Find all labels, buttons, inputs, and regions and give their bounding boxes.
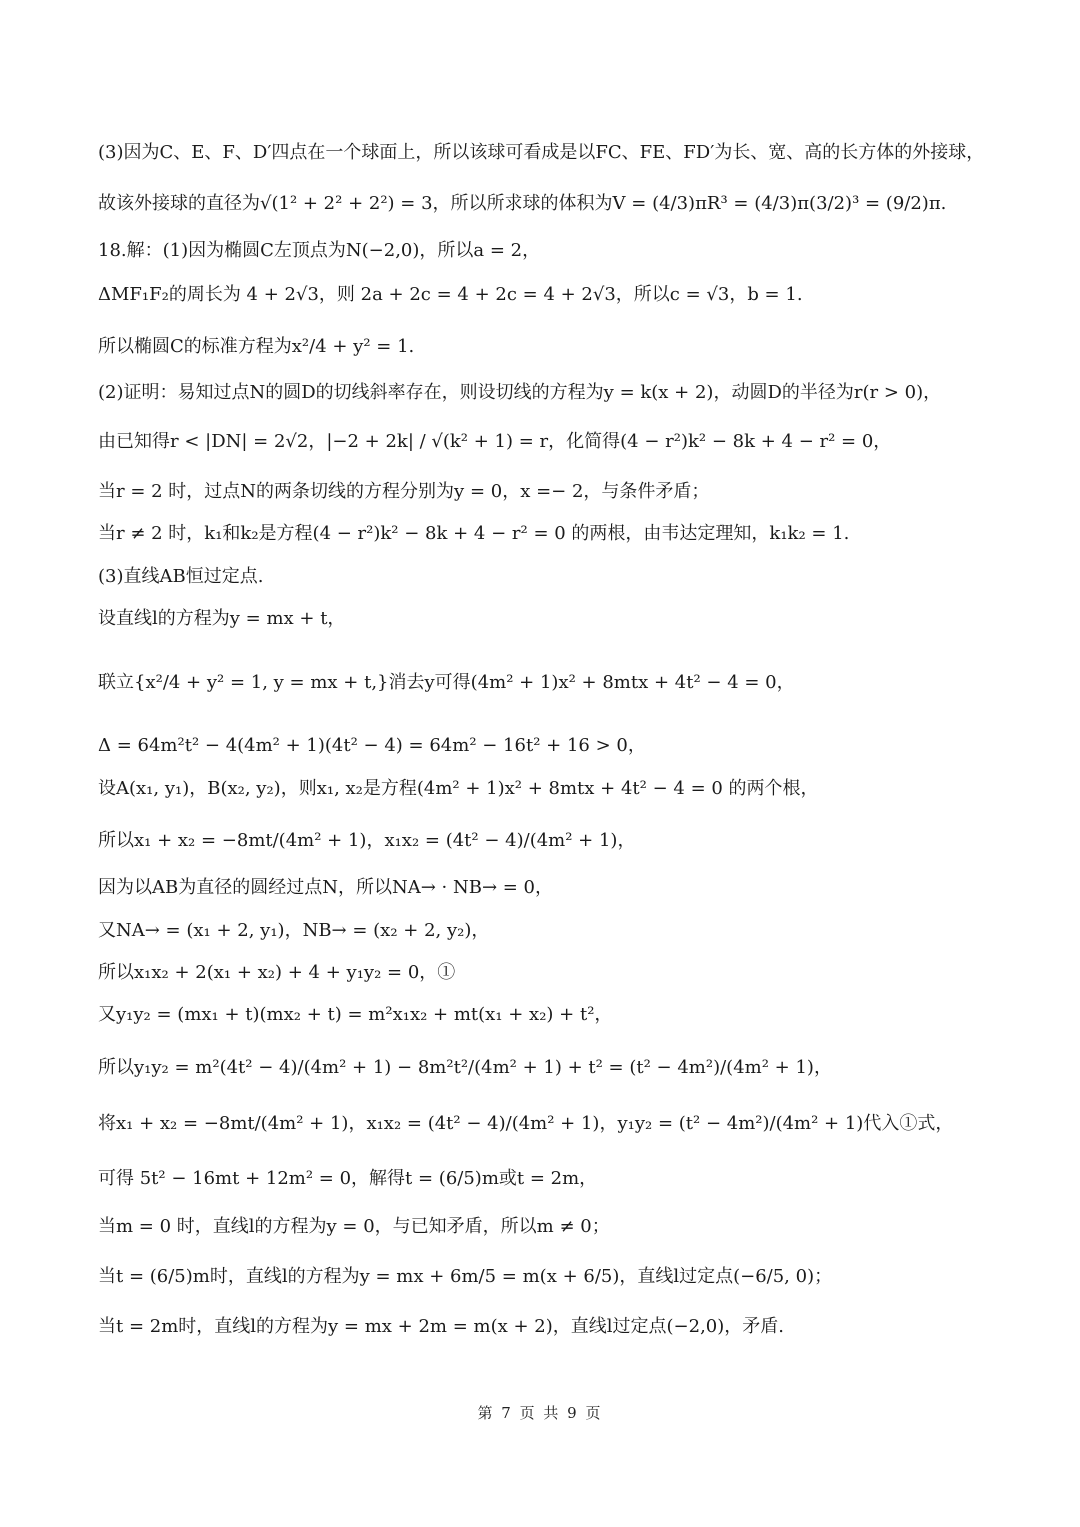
text-line-17: 又NA→ = (x₁ + 2, y₁)，NB→ = (x₂ + 2, y₂)， (98, 920, 490, 941)
text-line-1: (3)因为C、E、F、D′四点在一个球面上，所以该球可看成是以FC、FE、FD′为长、宽、高的长方体的外接球， (98, 142, 985, 163)
text-line-16: 因为以AB为直径的圆经过点N，所以NA→ · NB→ = 0， (98, 877, 554, 898)
text-line-3: 18.解：(1)因为椭圆C左顶点为N(−2,0)，所以a = 2， (98, 240, 541, 261)
text-line-24: 当t = (6/5)m时，直线l的方程为y = mx + 6m/5 = m(x + 6/5)，直线l过定点(−6/5, 0)； (98, 1266, 833, 1287)
text-line-22: 可得 5t² − 16mt + 12m² = 0，解得t = (6/5)m或t = 2m， (98, 1168, 598, 1189)
text-line-21: 将x₁ + x₂ = −8mt/(4m² + 1)，x₁x₂ = (4t² − 4)/(4m² + 1)，y₁y₂ = (t² − 4m²)/(4m² + 1)代入①式， (98, 1113, 954, 1134)
page-footer: 第 7 页 共 9 页 (477, 1404, 603, 1422)
text-line-14: 设A(x₁, y₁)，B(x₂, y₂)，则x₁, x₂是方程(4m² + 1)x² + 8mtx + 4t² − 4 = 0 的两个根， (98, 778, 819, 799)
text-line-8: 当r = 2 时，过点N的两条切线的方程分别为y = 0，x =− 2，与条件矛盾； (98, 481, 710, 502)
text-line-20: 所以y₁y₂ = m²(4t² − 4)/(4m² + 1) − 8m²t²/(4m² + 1) + t² = (t² − 4m²)/(4m² + 1)， (98, 1057, 832, 1078)
text-line-6: (2)证明：易知过点N的圆D的切线斜率存在，则设切线的方程为y = k(x + 2)，动圆D的半径为r(r > 0)， (98, 382, 942, 403)
text-line-25: 当t = 2m时，直线l的方程为y = mx + 2m = m(x + 2)，直线l过定点(−2,0)，矛盾. (98, 1316, 784, 1337)
text-line-10: (3)直线AB恒过定点. (98, 566, 264, 587)
text-line-23: 当m = 0 时，直线l的方程为y = 0，与已知矛盾，所以m ≠ 0； (98, 1216, 610, 1237)
text-line-13: Δ = 64m²t² − 4(4m² + 1)(4t² − 4) = 64m² − 16t² + 16 > 0， (98, 735, 646, 756)
text-line-9: 当r ≠ 2 时，k₁和k₂是方程(4 − r²)k² − 8k + 4 − r² = 0 的两根，由韦达定理知，k₁k₂ = 1. (98, 523, 850, 544)
text-line-15: 所以x₁ + x₂ = −8mt/(4m² + 1)，x₁x₂ = (4t² − 4)/(4m² + 1)， (98, 830, 636, 851)
text-line-12: 联立{x²/4 + y² = 1, y = mx + t,}消去y可得(4m² + 1)x² + 8mtx + 4t² − 4 = 0， (98, 672, 795, 693)
text-line-4: ΔMF₁F₂的周长为 4 + 2√3，则 2a + 2c = 4 + 2c = 4 + 2√3，所以c = √3，b = 1. (98, 284, 803, 305)
text-line-18: 所以x₁x₂ + 2(x₁ + x₂) + 4 + y₁y₂ = 0，① (98, 962, 456, 983)
text-line-11: 设直线l的方程为y = mx + t， (98, 608, 346, 629)
text-line-5: 所以椭圆C的标准方程为x²/4 + y² = 1. (98, 336, 415, 357)
text-line-7: 由已知得r < |DN| = 2√2，|−2 + 2k| / √(k² + 1) = r，化简得(4 − r²)k² − 8k + 4 − r² = 0， (98, 431, 892, 452)
text-line-19: 又y₁y₂ = (mx₁ + t)(mx₂ + t) = m²x₁x₂ + mt(x₁ + x₂) + t²， (98, 1004, 613, 1025)
text-line-2: 故该外接球的直径为√(1² + 2² + 2²) = 3，所以所求球的体积为V = (4/3)πR³ = (4/3)π(3/2)³ = (9/2)π. (98, 193, 947, 214)
